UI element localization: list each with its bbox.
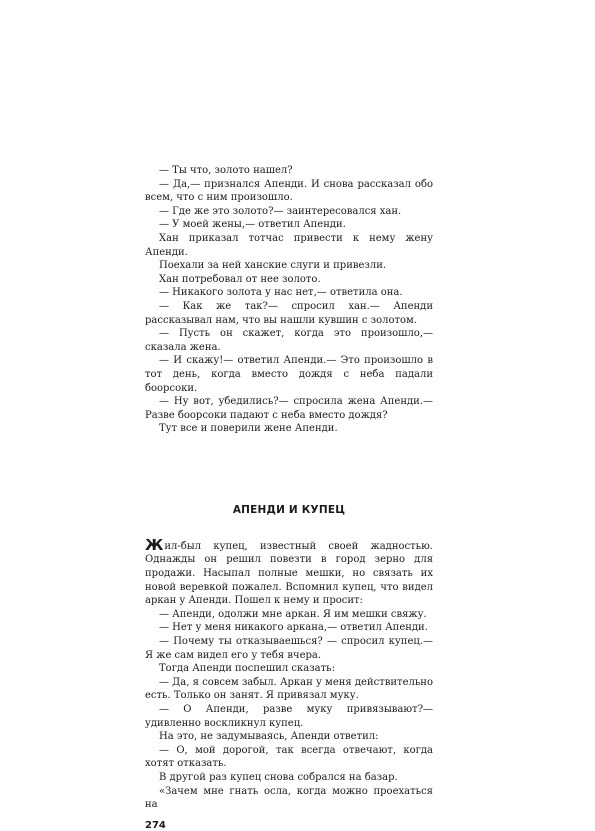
- paragraph: — И скажу!— ответил Апенди.— Это произошло в тот день, когда вместо дождя с неба падали боорсоки.: [145, 355, 433, 394]
- paragraph: — Да,— признался Апенди. И снова рассказал обо всем, что с ним произошло.: [145, 178, 433, 204]
- paragraph: На это, не задумываясь, Апенди ответил:: [159, 731, 379, 743]
- book-page: [145, 164, 433, 831]
- paragraph: — Да, я совсем забыл. Аркан у меня действительно есть. Только он занят. Я привязал муку.: [145, 676, 433, 702]
- first-paragraph-text: ил-был купец, известный своей жадностью. Однажды он решил повезти в город зерно для продажи. Насыпал полные мешки, но связать их новой веревкой пожалел. Вспомнил купец, что видел аркан у Апенди. Пошел к нему и просит:: [145, 540, 433, 607]
- story-2-body: [145, 535, 433, 812]
- paragraph: В другой раз купец снова собрался на базар.: [159, 771, 398, 783]
- paragraph: — Ну вот, убедились?— спросила жена Апенди.— Разве боорсоки падают с неба вместо дождя?: [145, 396, 433, 421]
- story-title: АПЕНДИ И КУПЕЦ: [232, 503, 346, 516]
- paragraph: — Ты что, золото нашел?: [159, 165, 293, 176]
- paragraph: — О, мой дорогой, так всегда отвечают, когда хотят отказать.: [145, 744, 433, 770]
- paragraph: Тут все и поверили жене Апенди.: [159, 423, 338, 435]
- paragraph: «Зачем мне гнать осла, когда можно проехаться на: [145, 785, 433, 811]
- drop-cap: Ж: [145, 535, 164, 554]
- paragraph: — Почему ты отказываешься? — спросил купец.— Я же сам видел его у тебя вчера.: [145, 636, 433, 661]
- paragraph: — У моей жены,— ответил Апенди.: [159, 219, 346, 231]
- paragraph: — Как же так?— спросил хан.— Апенди рассказывал нам, что вы нашли кувшин с золотом.: [145, 300, 433, 326]
- paragraph: — О Апенди, разве муку привязывают?— удивленно воскликнул купец.: [145, 704, 433, 729]
- paragraph: — Нет у меня никакого аркана,— ответил Апенди.: [159, 622, 428, 634]
- paragraph: Поехали за ней ханские слуги и привезли.: [159, 260, 387, 272]
- paragraph: Тогда Апенди поспешил сказать:: [159, 663, 335, 675]
- paragraph: — Никакого золота у нас нет,— ответила она.: [159, 287, 403, 299]
- first-paragraph: [145, 535, 433, 608]
- paragraph: Хан приказал тотчас привести к нему жену Апенди.: [145, 232, 433, 258]
- paragraph: — Пусть он скажет, когда это произошло,— сказала жена.: [145, 328, 433, 353]
- paragraph: — Апенди, одолжи мне аркан. Я им мешки свяжу.: [159, 608, 427, 620]
- paragraph: — Где же это золото?— заинтересовался хан.: [159, 205, 402, 217]
- story-1-ending: [145, 164, 433, 436]
- paragraph: Хан потребовал от нее золото.: [159, 273, 321, 285]
- page-number: 274: [145, 819, 166, 831]
